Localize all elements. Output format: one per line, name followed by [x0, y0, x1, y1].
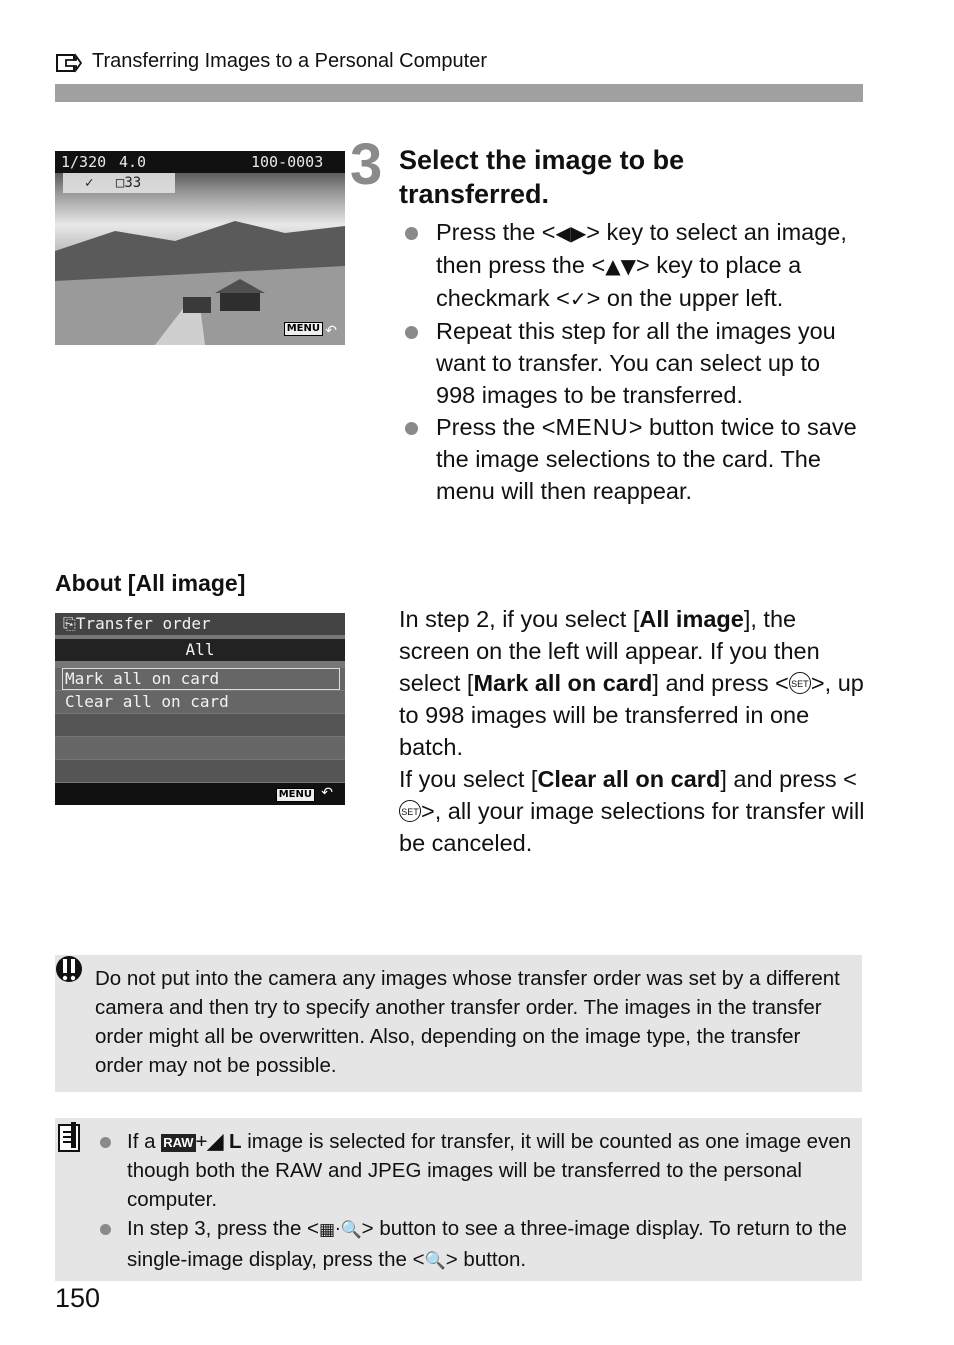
magnify-icon: 🔍 [424, 1251, 446, 1271]
menu-badge: MENU [284, 322, 323, 336]
transfer-icon [56, 52, 82, 74]
screen-footer [55, 783, 345, 805]
up-down-arrow-icon: ▲▼ [605, 254, 636, 278]
section-title: About [All image] [55, 570, 246, 596]
note-list [100, 1127, 852, 1276]
jpeg-large-icon: ◢ L [207, 1130, 242, 1153]
set-button-icon: SET [789, 672, 811, 694]
screen-title: ⎘Transfer order [55, 613, 345, 635]
page-number: 150 [55, 1283, 101, 1313]
note-icon [58, 1122, 80, 1152]
index-magnify-icon: ▦·🔍 [319, 1220, 362, 1240]
step-instructions [405, 216, 865, 507]
list-item: If a RAW+◢ L image is selected for transfer, it will be counted as one image even though both the RAW and JPEG images will be transferred to the personal computer. [100, 1127, 852, 1214]
about-body-text: In step 2, if you select [All image], the screen on the left will appear. If you then select [Mark all on card] and press < SET>, up to 998 images will be transferred in one batch. If you select [Clear all on card] and press <SET>, all your image selections for transfer will be canceled. [399, 606, 865, 856]
return-icon: ↶ [325, 322, 337, 338]
menu-option-clear-all: Clear all on card [55, 691, 345, 713]
shutter-speed: 1/320 [61, 153, 107, 171]
image-count: □33 [115, 175, 142, 191]
return-icon: ↶ [321, 785, 333, 801]
set-button-icon: SET [399, 800, 421, 822]
list-item: Repeat this step for all the images you want to transfer. You can select up to 998 images to be transferred. [405, 315, 865, 411]
screen-status-bar [55, 151, 345, 173]
transfer-count-bar [63, 173, 175, 193]
aperture-value: 4.0 [119, 153, 147, 171]
page-header-title: Transferring Images to a Personal Computer [92, 50, 487, 72]
step-title: Select the image to be transferred. [399, 145, 685, 209]
caution-text: Do not put into the camera any images whose transfer order was set by a different camera and then try to specify another transfer order. The images in the transfer order might all be overwritten. Also, depending on the image type, the transfer order may not be possible. [95, 967, 840, 1077]
raw-icon: RAW [163, 1135, 194, 1150]
header-divider-bar [55, 84, 863, 102]
step-number: 3 [350, 132, 383, 197]
menu-button-icon: MENU [555, 414, 629, 440]
caution-icon [55, 955, 83, 985]
checkmark-icon: ✓ [569, 287, 587, 311]
menu-option-mark-all: Mark all on card [55, 668, 345, 690]
screen-all-label: All [55, 639, 345, 661]
camera-screen-image-select [55, 151, 345, 345]
list-item: Press the <MENU> button twice to save the image selections to the card. The menu will then reappear. [405, 411, 865, 507]
checkmark-icon: ✓ [85, 175, 94, 191]
list-item: Press the <◀▶> key to select an image, then press the <▲▼> key to place a checkmark <✓> on the upper left. [405, 216, 865, 315]
menu-badge: MENU [276, 788, 315, 802]
left-right-arrow-icon: ◀▶ [555, 221, 587, 245]
camera-screen-transfer-order [55, 613, 345, 805]
list-item: In step 3, press the <▦·🔍> button to see a three-image display. To return to the single-image display, press the <🔍> button. [100, 1214, 852, 1276]
file-number: 100-0003 [251, 153, 324, 171]
